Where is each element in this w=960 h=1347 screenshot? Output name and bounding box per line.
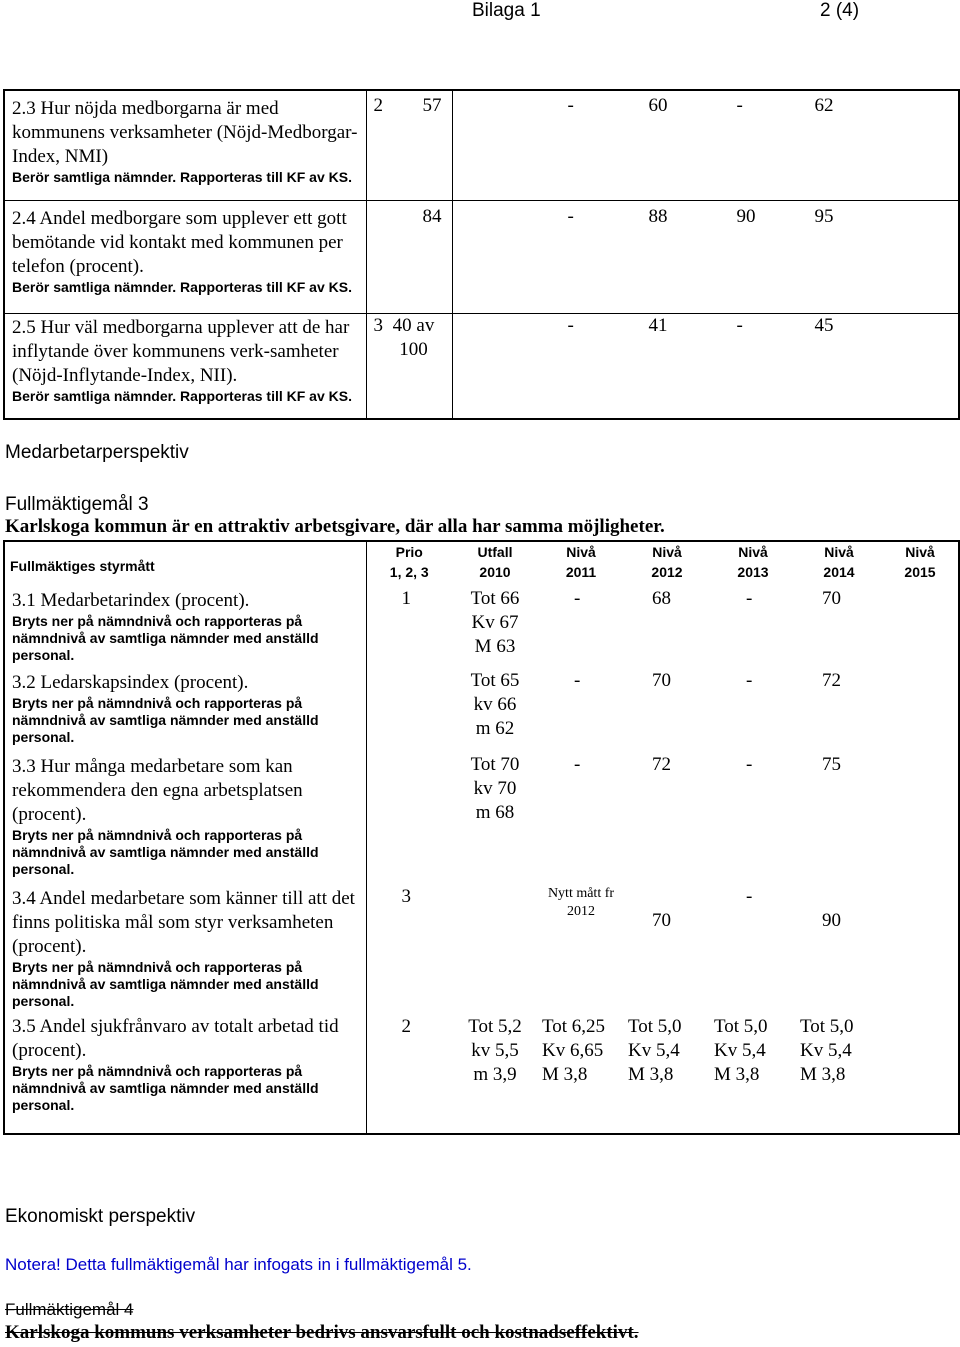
goal-text: 2.3 Hur nöjda medborgarna är med kommunens verksamheter (Nöjd-Medborgar-Index, NMI) xyxy=(12,98,358,167)
utfall-value: 57 xyxy=(422,95,442,116)
goal-text: 3.3 Hur många medarbetare som kan rekommendera den egna arbetsplatsen (procent). xyxy=(12,756,303,825)
goal-cell xyxy=(4,90,366,200)
niva-2014: 75 xyxy=(822,754,841,775)
niva-2012: 60 xyxy=(648,95,668,116)
column-header-niva-2014: Nivå 2014 xyxy=(823,544,855,580)
goal-note: Bryts ner på nämndnivå och rapporteras på nämndnivå av samtliga nämnder med anställd personal. xyxy=(12,827,319,877)
goal-note: Bryts ner på nämndnivå och rapporteras på nämndnivå av samtliga nämnder med anställd personal. xyxy=(12,613,319,663)
niva-2012: 88 xyxy=(648,205,668,227)
section-heading-ekonomi: Ekonomiskt perspektiv xyxy=(5,1206,196,1227)
niva-2012: 70 xyxy=(652,670,671,691)
page-number: 2 (4) xyxy=(820,0,860,21)
niva-2014: 72 xyxy=(822,670,841,691)
niva-2013: - xyxy=(736,95,743,116)
niva-2014: 95 xyxy=(814,205,834,227)
niva-2013: Tot 5,0 Kv 5,4 M 3,8 xyxy=(714,1016,768,1085)
niva-2015 xyxy=(882,585,959,669)
niva-2014: 70 xyxy=(822,588,841,609)
prio-value: 2 xyxy=(373,95,383,116)
goal-label-struck: Fullmäktigemål 4 xyxy=(5,1300,134,1319)
niva-2015 xyxy=(882,669,959,753)
niva-2015 xyxy=(882,885,959,1015)
column-header-prio: Prio 1, 2, 3 xyxy=(389,544,429,580)
niva-2015 xyxy=(882,753,959,885)
section-heading-medarbetar: Medarbetarperspektiv xyxy=(5,442,189,463)
goal3-table xyxy=(3,540,960,1135)
niva-2013: - xyxy=(746,588,753,609)
table-header-row xyxy=(4,541,959,585)
prio-value xyxy=(366,753,452,885)
goal-cell xyxy=(4,669,366,753)
niva-2011: - xyxy=(574,670,581,691)
table-row xyxy=(4,1015,959,1134)
table-row xyxy=(4,669,959,753)
goal-note: Bryts ner på nämndnivå och rapporteras på nämndnivå av samtliga nämnder med anställd personal. xyxy=(12,695,319,745)
table-row xyxy=(4,585,959,669)
niva-2012: Tot 5,0 Kv 5,4 M 3,8 xyxy=(628,1016,682,1085)
utfall-value: Tot 70 kv 70 m 68 xyxy=(470,754,520,823)
goal-note: Bryts ner på nämndnivå och rapporteras på nämndnivå av samtliga nämnder med anställd personal. xyxy=(12,1063,319,1113)
niva-2013: - xyxy=(746,886,753,907)
utfall-value: 84 xyxy=(422,205,442,227)
goal-text: 2.5 Hur väl medborgarna upplever att de har inflytande över kommunens verk-samheter (Nöjd-Inflytande-Index, NII). xyxy=(12,316,350,386)
niva-2013: - xyxy=(746,670,753,691)
table-row xyxy=(4,753,959,885)
column-header-niva-2012: Nivå 2012 xyxy=(651,544,683,580)
goal-cell xyxy=(4,1015,366,1134)
prio-value: 2 xyxy=(401,1016,411,1037)
goal2-table xyxy=(3,89,960,420)
niva-2014: Tot 5,0 Kv 5,4 M 3,8 xyxy=(800,1016,854,1085)
niva-2012: 72 xyxy=(652,754,671,775)
niva-2013: - xyxy=(746,754,753,775)
goal-cell xyxy=(4,585,366,669)
table-row xyxy=(4,313,959,419)
niva-2013: 90 xyxy=(736,205,756,227)
table-row xyxy=(4,90,959,200)
niva-2011: Nytt mått fr 2012 xyxy=(547,886,615,919)
niva-2011: - xyxy=(574,588,581,609)
column-header-utfall: Utfall 2010 xyxy=(477,544,513,580)
goal-statement-struck: Karlskoga kommuns verksamheter bedrivs ansvarsfullt och kostnadseffektivt. xyxy=(5,1322,639,1343)
column-header-goal: Fullmäktiges styrmått xyxy=(10,558,155,574)
niva-2015 xyxy=(882,1015,959,1134)
goal-note: Berör samtliga nämnder. Rapporteras till KF av KS. xyxy=(12,169,352,185)
goal-label: Fullmäktigemål 3 xyxy=(5,494,149,515)
prio-value: 3 xyxy=(401,886,411,907)
niva-2014: 45 xyxy=(814,314,834,336)
prio-value: 1 xyxy=(401,588,411,609)
utfall-value: Tot 66 Kv 67 M 63 xyxy=(470,588,520,657)
goal-text: 3.5 Andel sjukfrånvaro av totalt arbetad tid (procent). xyxy=(12,1016,339,1061)
utfall-value: 40 av 100 xyxy=(392,314,435,360)
notera-text: Notera! Detta fullmäktigemål har infogats in i fullmäktigemål 5. xyxy=(5,1255,472,1274)
column-header-niva-2013: Nivå 2013 xyxy=(737,544,769,580)
niva-2011: - xyxy=(567,314,574,336)
table-row xyxy=(4,200,959,313)
niva-2014: 90 xyxy=(822,910,841,931)
goal-text: 3.1 Medarbetarindex (procent). xyxy=(12,590,250,611)
niva-2011: - xyxy=(574,754,581,775)
goal-text: 2.4 Andel medborgare som upplever ett gott bemötande vid kontakt med kommunen per telefon (procent). xyxy=(12,207,347,277)
page-header-left: Bilaga 1 xyxy=(472,0,541,21)
goal-note: Berör samtliga nämnder. Rapporteras till KF av KS. xyxy=(12,278,352,295)
niva-2012: 70 xyxy=(652,910,671,931)
goal-cell xyxy=(4,753,366,885)
column-header-niva-2011: Nivå 2011 xyxy=(565,544,597,580)
goal-text: 3.2 Ledarskapsindex (procent). xyxy=(12,672,249,693)
goal-cell xyxy=(4,885,366,1015)
niva-2011: - xyxy=(567,205,574,227)
column-header-niva-2015: Nivå 2015 xyxy=(904,544,936,580)
niva-2012: 41 xyxy=(648,314,668,336)
goal-statement: Karlskoga kommun är en attraktiv arbetsgivare, där alla har samma möjligheter. xyxy=(5,516,665,537)
goal-note: Bryts ner på nämndnivå och rapporteras på nämndnivå av samtliga nämnder med anställd personal. xyxy=(12,959,319,1009)
goal-cell xyxy=(4,200,366,313)
utfall-value: Tot 5,2 kv 5,5 m 3,9 xyxy=(468,1016,522,1085)
goal-cell xyxy=(4,313,366,419)
table-row xyxy=(4,885,959,1015)
niva-2011: - xyxy=(567,95,574,116)
niva-2013: - xyxy=(736,314,743,336)
goal-text: 3.4 Andel medarbetare som känner till att det finns politiska mål som styr verksamheten (procent). xyxy=(12,888,355,957)
prio-value: 3 xyxy=(373,314,383,336)
goal-note: Berör samtliga nämnder. Rapporteras till KF av KS. xyxy=(12,387,352,404)
utfall-value xyxy=(452,885,538,1015)
niva-2012: 68 xyxy=(652,588,671,609)
niva-2011: Tot 6,25 Kv 6,65 M 3,8 xyxy=(542,1016,606,1085)
prio-value xyxy=(366,669,452,753)
utfall-value: Tot 65 kv 66 m 62 xyxy=(470,670,520,739)
niva-2014: 62 xyxy=(814,95,834,116)
